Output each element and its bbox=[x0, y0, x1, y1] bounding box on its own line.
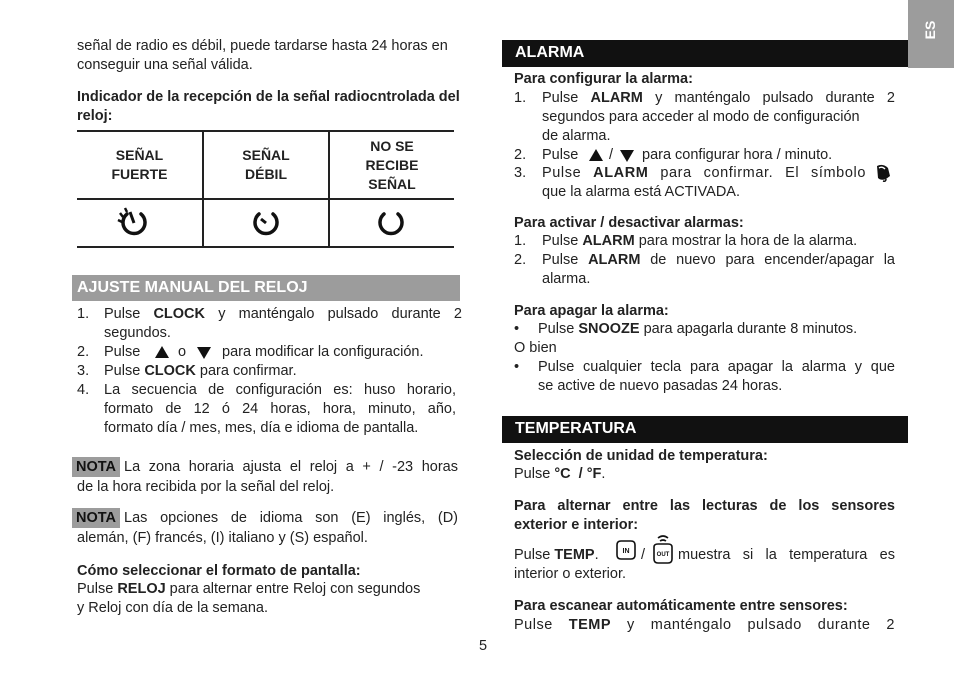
text bbox=[542, 232, 857, 251]
text: para configurar hora / minuto. bbox=[642, 147, 833, 163]
up-arrow-icon bbox=[589, 149, 603, 161]
text: alemán, (F) francés, (I) italiano y (S) español. bbox=[77, 530, 368, 546]
alarm-off-heading: Para apagar la alarma: bbox=[514, 303, 669, 319]
text: para alternar entre Reloj con segundos bbox=[165, 581, 421, 597]
bullet: • bbox=[514, 321, 520, 337]
list-number: 2. bbox=[514, 147, 527, 163]
text: Pulse bbox=[104, 344, 141, 360]
text: para mostrar la hora de la alarma. bbox=[634, 233, 858, 249]
indoor-sensor-label: IN bbox=[622, 548, 630, 555]
manual-clock-title: AJUSTE MANUAL DEL RELOJ bbox=[77, 279, 308, 296]
text: y Reloj con día de la semana. bbox=[77, 600, 269, 616]
table-bottom-rule bbox=[77, 246, 454, 248]
text: Pulse cualquier tecla para apagar la alarma y que bbox=[538, 359, 895, 375]
text: Pulse bbox=[542, 147, 579, 163]
bullet: • bbox=[514, 359, 520, 375]
manual-item-3-text bbox=[104, 362, 297, 381]
key-label: °C / °F bbox=[554, 466, 602, 482]
list-number: 3. bbox=[514, 165, 527, 181]
table-header-none-l2: RECIBE bbox=[365, 157, 419, 173]
text bbox=[514, 546, 599, 565]
scan-text bbox=[514, 616, 895, 635]
list-number: 1. bbox=[514, 233, 527, 249]
signal-weak-icon bbox=[250, 207, 282, 239]
text: para confirmar. bbox=[195, 363, 297, 379]
key-label: CLOCK bbox=[153, 306, 206, 322]
page-number: 5 bbox=[479, 638, 488, 654]
outdoor-sensor-icon bbox=[652, 533, 674, 565]
text: Para alternar entre las lecturas de los sensores bbox=[514, 498, 895, 514]
signal-none-icon bbox=[375, 207, 407, 239]
table-header-weak-l2: DÉBIL bbox=[245, 166, 287, 182]
text: muestra si la temperatura es bbox=[678, 547, 895, 563]
outdoor-sensor-label: OUT bbox=[656, 552, 670, 558]
nota-1 bbox=[72, 458, 458, 497]
text: Pulse bbox=[514, 617, 569, 633]
text: . bbox=[601, 466, 606, 482]
text: . bbox=[594, 547, 599, 563]
sensors-heading bbox=[514, 497, 895, 535]
text: / bbox=[641, 547, 646, 563]
signal-strong-icon bbox=[117, 206, 151, 240]
list-number: 1. bbox=[77, 306, 90, 322]
text: La secuencia de configuración es: huso horario, bbox=[104, 382, 456, 398]
text: de nuevo para encender/apagar la bbox=[640, 252, 895, 268]
table-mid-rule bbox=[77, 198, 454, 200]
up-arrow-icon bbox=[155, 346, 169, 358]
text: Pulse bbox=[542, 233, 583, 249]
list-number: 4. bbox=[77, 382, 90, 398]
text: formato de 12 ó 24 horas, hora, minuto, año, bbox=[104, 401, 456, 417]
intro-text-content: señal de radio es débil, puede tardarse hasta 24 horas en conseguir una señal válida. bbox=[77, 38, 448, 73]
text bbox=[538, 320, 857, 339]
text: Las opciones de idioma son (E) inglés, (D) bbox=[124, 510, 458, 526]
text: para confirmar. El símbolo bbox=[648, 165, 866, 181]
format-heading: Cómo seleccionar el formato de pantalla: bbox=[77, 563, 361, 579]
nota-2 bbox=[72, 509, 458, 548]
key-label: ALARM bbox=[593, 165, 649, 181]
table-header-none-l1: NO SE bbox=[370, 138, 414, 154]
unit-text bbox=[514, 465, 605, 484]
key-label: TEMP bbox=[554, 547, 595, 563]
text: Pulse bbox=[542, 165, 594, 181]
text: se active de nuevo pasadas 24 horas. bbox=[538, 378, 783, 394]
list-number: 2. bbox=[514, 252, 527, 268]
alarm-config-heading: Para configurar la alarma: bbox=[514, 71, 693, 87]
manual-item-1-line2: segundos. bbox=[104, 325, 171, 341]
text: para apagarla durante 8 minutos. bbox=[639, 321, 858, 337]
text: y manténgalo pulsado durante 2 bbox=[205, 306, 462, 322]
nota-badge: NOTA bbox=[72, 508, 120, 528]
key-label: TEMP bbox=[568, 617, 612, 633]
text: de alarma. bbox=[542, 128, 611, 144]
key-label: ALARM bbox=[590, 90, 643, 106]
language-tab bbox=[908, 0, 954, 68]
list-number: 2. bbox=[77, 344, 90, 360]
text: Pulse bbox=[514, 547, 555, 563]
manual-item-1-line1 bbox=[104, 305, 462, 324]
text: que la alarma está ACTIVADA. bbox=[542, 184, 740, 200]
text: formato día / mes, mes, día e idioma de pantalla. bbox=[104, 420, 419, 436]
text bbox=[542, 89, 895, 108]
text: y manténgalo pulsado durante 2 bbox=[611, 617, 895, 633]
key-label: ALARM bbox=[588, 252, 641, 268]
list-number: 3. bbox=[77, 363, 90, 379]
alarm-bell-icon bbox=[873, 163, 893, 183]
text: Pulse bbox=[104, 363, 145, 379]
alarm-off-or: O bien bbox=[514, 340, 557, 356]
text: interior o exterior. bbox=[514, 566, 627, 582]
text bbox=[542, 164, 866, 183]
table-header-strong-l2: FUERTE bbox=[111, 166, 168, 182]
down-arrow-icon bbox=[197, 347, 211, 359]
text: segundos para acceder al modo de configuración bbox=[542, 109, 860, 125]
text: Pulse bbox=[542, 90, 591, 106]
text: La zona horaria ajusta el reloj a + / -23 horas bbox=[124, 459, 458, 475]
temperature-section-bar bbox=[502, 416, 908, 443]
list-number: 1. bbox=[514, 90, 527, 106]
table-header-weak-l1: SEÑAL bbox=[242, 147, 290, 163]
format-text bbox=[77, 580, 462, 618]
text: alarma. bbox=[542, 271, 591, 287]
text bbox=[542, 251, 895, 270]
indoor-sensor-icon bbox=[615, 539, 637, 563]
text: para modificar la configuración. bbox=[222, 344, 424, 360]
indicator-heading: Indicador de la recepción de la señal radiocntrolada del reloj: bbox=[77, 89, 460, 124]
text: / bbox=[609, 147, 614, 163]
scan-heading: Para escanear automáticamente entre sensores: bbox=[514, 598, 848, 614]
down-arrow-icon bbox=[620, 150, 634, 162]
key-label: CLOCK bbox=[144, 363, 196, 379]
key-label: ALARM bbox=[582, 233, 635, 249]
intro-text bbox=[77, 37, 457, 75]
text: y manténgalo pulsado durante 2 bbox=[642, 90, 895, 106]
unit-heading: Selección de unidad de temperatura: bbox=[514, 448, 768, 464]
key-label: RELOJ bbox=[117, 581, 166, 597]
text: o bbox=[178, 344, 187, 360]
text: Pulse bbox=[77, 581, 118, 597]
alarm-title: ALARMA bbox=[515, 44, 585, 61]
text: de la hora recibida por la señal del reloj. bbox=[77, 479, 335, 495]
alarm-toggle-heading: Para activar / desactivar alarmas: bbox=[514, 215, 744, 231]
key-label: SNOOZE bbox=[578, 321, 640, 337]
text: Pulse bbox=[104, 306, 154, 322]
temperature-title: TEMPERATURA bbox=[515, 420, 637, 437]
table-top-rule bbox=[77, 130, 454, 132]
text: Pulse bbox=[538, 321, 579, 337]
table-header-none bbox=[330, 137, 454, 194]
table-header-strong-l1: SEÑAL bbox=[115, 147, 164, 163]
text: exterior e interior: bbox=[514, 517, 639, 533]
table-header-strong bbox=[77, 146, 202, 184]
manual-clock-section-bar bbox=[72, 275, 460, 301]
language-tab-label: ES bbox=[922, 20, 938, 40]
alarm-section-bar bbox=[502, 40, 908, 67]
nota-badge: NOTA bbox=[72, 457, 120, 477]
text: Pulse bbox=[542, 252, 589, 268]
table-header-none-l3: SEÑAL bbox=[368, 176, 416, 192]
text: Pulse bbox=[514, 466, 555, 482]
table-header-weak bbox=[204, 146, 328, 184]
